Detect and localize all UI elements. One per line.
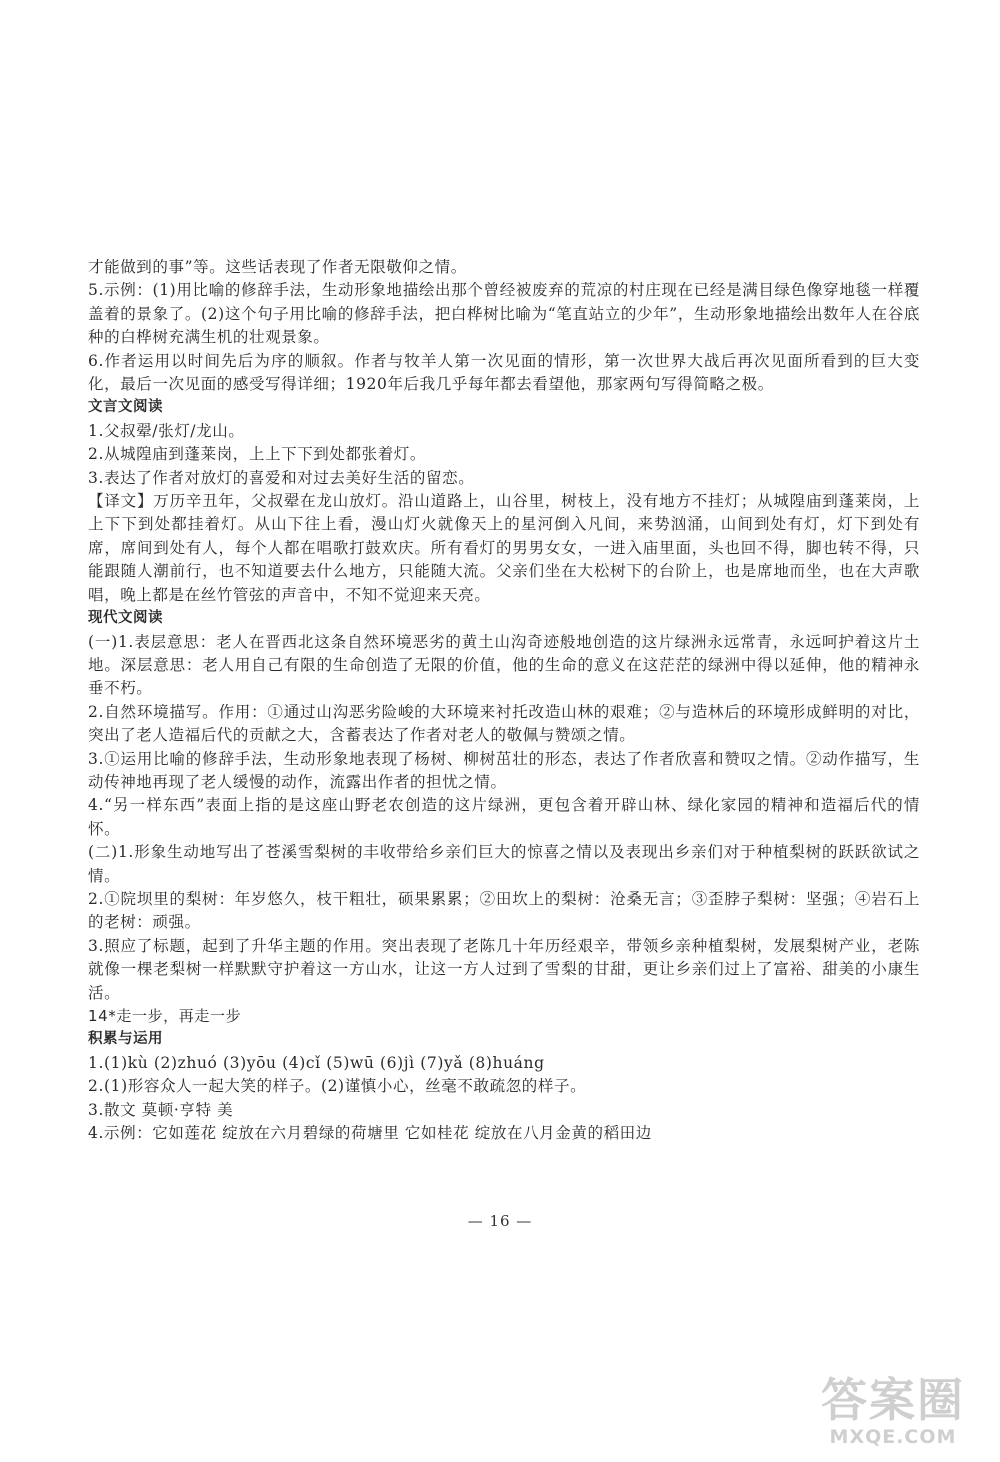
answer-classical-1: 1.父叔翚/张灯/龙山。 bbox=[88, 421, 245, 440]
answer-modern-1-4: 4.“另一样东西”表面上指的是这座山野老农创造的这片绿洲，更包含着开辟山林、绿化家园的精神和造福后代的情怀。 bbox=[88, 796, 920, 838]
answer-genre-author: 3.散文 莫顿·亨特 美 bbox=[88, 1100, 234, 1119]
section-heading-accumulation: 积累与运用 bbox=[88, 1031, 163, 1048]
answer-classical-2: 2.从城隍庙到蓬莱岗，上上下下到处都张着灯。 bbox=[88, 445, 426, 464]
answer-modern-1-3: 3.①运用比喻的修辞手法，生动形象地表现了杨树、柳树茁壮的形态，表达了作者欣喜和赞叹之情。②动作描写，生动传神地再现了老人缓慢的动作，流露出作者的担忧之情。 bbox=[88, 749, 920, 791]
watermark-logo-text: 答案圈 bbox=[821, 1373, 965, 1427]
answer-pinyin: 1.(1)kù (2)zhuó (3)yōu (4)cǐ (5)wū (6)jì (7)yǎ (8)huáng bbox=[88, 1053, 545, 1072]
answer-modern-2-2: 2.①院坝里的梨树：年岁悠久，枝干粗壮，硕果累累；②田坎上的梨树：沧桑无言；③歪脖子梨树：坚强；④岩石上的老树：顽强。 bbox=[88, 889, 920, 932]
watermark-logo bbox=[798, 1374, 988, 1452]
text-line: 才能做到的事”等。这些话表现了作者无限敬仰之情。 bbox=[88, 258, 467, 276]
page-content bbox=[88, 256, 920, 1145]
answer-6: 6.作者运用以时间先后为序的顺叙。作者与牧羊人第一次见面的情形，第一次世界大战后再次见面所看到的巨大变化，最后一次见面的感受写得详细；1920年后我几乎每年都去看望他，那家两句写得简略之极。 bbox=[88, 351, 920, 394]
chapter-title: 14*走一步，再走一步 bbox=[88, 1007, 242, 1025]
answer-modern-2-3: 3.照应了标题，起到了升华主题的作用。突出表现了老陈几十年历经艰辛，带领乡亲种植梨树，发展梨树产业，老陈就像一棵老梨树一样默默守护着这一方山水，让这一方人过到了雪梨的甘甜，更让乡亲们过上了富裕、甜美的小康生活。 bbox=[88, 936, 920, 1002]
answer-modern-2-1: (二)1.形象生动地写出了苍溪雪梨树的丰收带给乡亲们巨大的惊喜之情以及表现出乡亲们对于种植梨树的跃跃欲试之情。 bbox=[88, 843, 920, 885]
answer-modern-1-2: 2.自然环境描写。作用：①通过山沟恶劣险峻的大环境来衬托改造山林的艰难；②与造林后的环境形成鲜明的对比，突出了老人造福后代的贡献之大，含蓄表达了作者对老人的敬佩与赞颂之情。 bbox=[88, 702, 920, 745]
section-heading-classical: 文言文阅读 bbox=[88, 399, 163, 416]
page-number: — 16 — bbox=[467, 1212, 533, 1230]
watermark-url: MXQE.COM bbox=[829, 1426, 957, 1448]
answer-classical-3: 3.表达了作者对放灯的喜爱和对过去美好生活的留恋。 bbox=[88, 468, 475, 487]
answer-modern-1-1: (一)1.表层意思：老人在晋西北这条自然环境恶劣的黄土山沟奇迹般地创造的这片绿洲永远常青，永远呵护着这片土地。深层意思：老人用自己有限的生命创造了无限的价值，他的生命的意义在这茫茫的绿洲中得以延伸，他的精神永垂不朽。 bbox=[88, 632, 920, 698]
answer-5: 5.示例：(1)用比喻的修辞手法，生动形象地描绘出那个曾经被废弃的荒凉的村庄现在已经是满目绿色像穿地毯一样覆盖着的景象了。(2)这个句子用比喻的修辞手法，把白桦树比喻为“笔直站立的少年”，生动形象地描绘出数年人在谷底种的白桦树充满生机的壮观景象。 bbox=[88, 281, 920, 347]
section-heading-modern: 现代文阅读 bbox=[88, 610, 163, 627]
translation-paragraph: 【译文】万历辛丑年，父叔翚在龙山放灯。沿山道路上，山谷里，树枝上，没有地方不挂灯；从城隍庙到蓬莱岗，上上下下到处都挂着灯。从山下往上看，漫山灯火就像天上的星河倒入凡间，来势汹涌，山间到处有灯，灯下到处有席，席间到处有人，每个人都在唱歌打鼓欢庆。所有看灯的男男女女，一进入庙里面，头也回不得，脚也转不得，只能跟随人潮前行，也不知道要去什么地方，只能随大流。父亲们坐在大松树下的台阶上，也是席地而坐，也在大声歌唱，晚上都是在丝竹管弦的声音中，不知不觉迎来天亮。 bbox=[88, 492, 920, 604]
answer-example: 4.示例：它如莲花 绽放在六月碧绿的荷塘里 它如桂花 绽放在八月金黄的稻田边 bbox=[88, 1124, 652, 1143]
answer-idioms: 2.(1)形容众人一起大笑的样子。(2)谨慎小心，丝毫不敢疏忽的样子。 bbox=[88, 1077, 587, 1096]
